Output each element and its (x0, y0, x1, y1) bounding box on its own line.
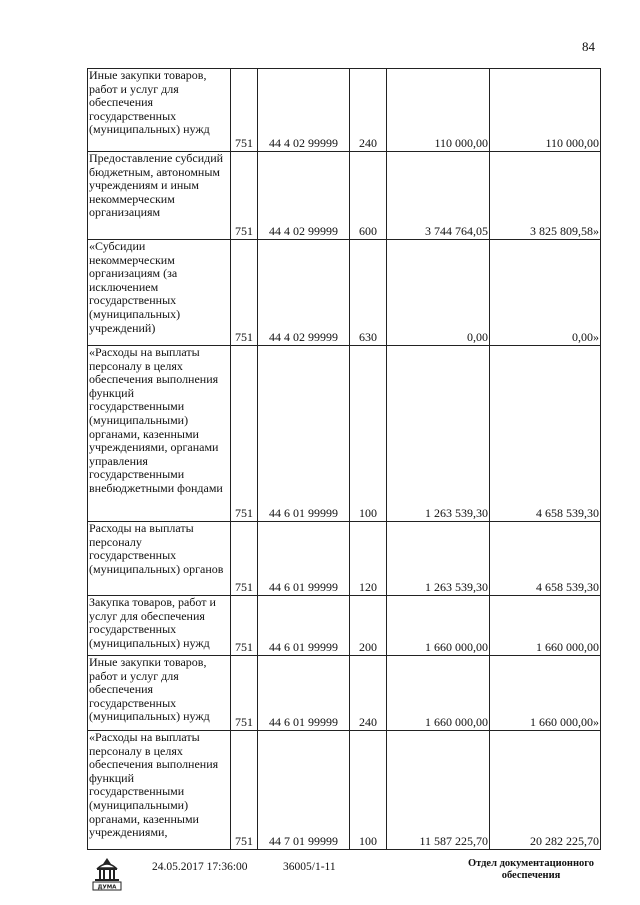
row-type: 630 (350, 240, 387, 346)
row-section: 44 6 01 99999 (258, 596, 350, 656)
row-name: «Расходы на выплаты персоналу в целях обеспечения выполнения функций государственными (муниципальными) органами, казенными учреждениями, органами управления государственными внебюджетными фондами (88, 346, 231, 522)
row-amount-1: 1 660 000,00 (387, 596, 490, 656)
row-section: 44 7 01 99999 (258, 731, 350, 850)
row-name: Предоставление субсидий бюджетным, автономным учреждениям и иным некоммерческим организациям (88, 152, 231, 240)
row-code: 751 (231, 240, 258, 346)
row-amount-1: 11 587 225,70 (387, 731, 490, 850)
row-amount-2: 4 658 539,30 (490, 522, 601, 596)
row-code: 751 (231, 596, 258, 656)
row-code: 751 (231, 152, 258, 240)
row-amount-2: 0,00» (490, 240, 601, 346)
budget-table (87, 68, 601, 850)
row-section: 44 4 02 99999 (258, 240, 350, 346)
table-row (88, 240, 601, 346)
row-amount-1: 0,00 (387, 240, 490, 346)
row-type: 120 (350, 522, 387, 596)
row-type: 600 (350, 152, 387, 240)
logo-text: ДУМА (97, 884, 117, 891)
table-row (88, 656, 601, 731)
stamp-line-1: Отдел документационного (467, 858, 595, 869)
footer-timestamp: 24.05.2017 17:36:00 (152, 861, 248, 873)
row-section: 44 4 02 99999 (258, 69, 350, 152)
row-name: Расходы на выплаты персоналу государственных (муниципальных) органов (88, 522, 231, 596)
row-type: 100 (350, 731, 387, 850)
row-code: 751 (231, 656, 258, 731)
stamp-line-2: обеспечения (501, 870, 561, 881)
row-amount-2: 110 000,00 (490, 69, 601, 152)
row-type: 240 (350, 656, 387, 731)
row-code: 751 (231, 346, 258, 522)
row-name: «Расходы на выплаты персоналу в целях обеспечения выполнения функций государственными (муниципальными) органами, казенными учреждениями, (88, 731, 231, 850)
row-name: «Субсидии некоммерческим организациям (за исключением государственных (муниципальных) учреждений) (88, 240, 231, 346)
row-code: 751 (231, 522, 258, 596)
row-type: 240 (350, 69, 387, 152)
row-amount-2: 20 282 225,70 (490, 731, 601, 850)
row-code: 751 (231, 731, 258, 850)
row-type: 200 (350, 596, 387, 656)
row-section: 44 6 01 99999 (258, 522, 350, 596)
row-amount-1: 1 660 000,00 (387, 656, 490, 731)
row-type: 100 (350, 346, 387, 522)
table-row (88, 522, 601, 596)
page-number: 84 (582, 39, 595, 54)
row-amount-2: 3 825 809,58» (490, 152, 601, 240)
table-row (88, 731, 601, 850)
row-amount-1: 1 263 539,30 (387, 522, 490, 596)
row-section: 44 6 01 99999 (258, 656, 350, 731)
row-name: Закупка товаров, работ и услуг для обеспечения государственных (муниципальных) нужд (88, 596, 231, 656)
row-amount-2: 1 660 000,00 (490, 596, 601, 656)
row-name: Иные закупки товаров, работ и услуг для обеспечения государственных (муниципальных) нужд (88, 656, 231, 731)
row-amount-1: 3 744 764,05 (387, 152, 490, 240)
duma-logo-icon (90, 856, 124, 892)
row-amount-1: 1 263 539,30 (387, 346, 490, 522)
table-row (88, 69, 601, 152)
row-section: 44 6 01 99999 (258, 346, 350, 522)
row-amount-1: 110 000,00 (387, 69, 490, 152)
row-name: Иные закупки товаров, работ и услуг для обеспечения государственных (муниципальных) нужд (88, 69, 231, 152)
footer-doc-number: 36005/1-11 (283, 861, 336, 873)
department-stamp (451, 858, 611, 882)
table-row (88, 596, 601, 656)
table-row (88, 346, 601, 522)
row-amount-2: 4 658 539,30 (490, 346, 601, 522)
row-section: 44 4 02 99999 (258, 152, 350, 240)
row-amount-2: 1 660 000,00» (490, 656, 601, 731)
table-row (88, 152, 601, 240)
row-code: 751 (231, 69, 258, 152)
